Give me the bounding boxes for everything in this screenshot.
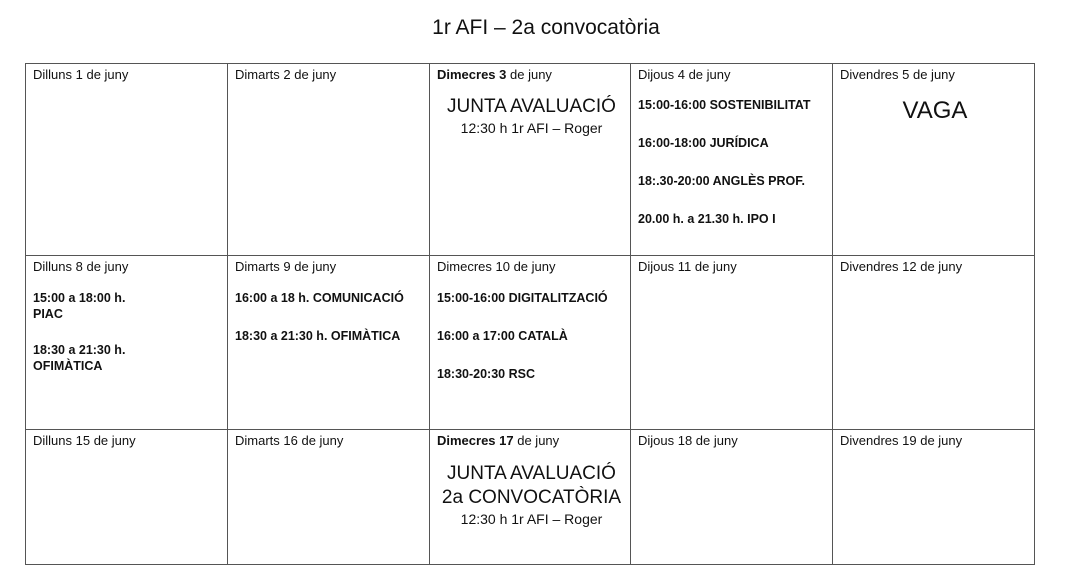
week-row (26, 64, 1035, 256)
event-item: 16:00-18:00 JURÍDICA (638, 136, 769, 150)
day-label: Dimarts 16 de juny (235, 433, 344, 448)
event-item: 18:30 a 21:30 h. OFIMÀTICA (235, 329, 401, 343)
event-item: 16:00 a 18 h. COMUNICACIÓ (235, 291, 404, 305)
day-cell (228, 430, 430, 565)
day-cell (631, 430, 833, 565)
day-label: Dijous 4 de juny (638, 67, 731, 82)
day-cell (430, 430, 631, 565)
meeting-heading: JUNTA AVALUACIÓ (447, 463, 616, 484)
day-label-rest: de juny (513, 433, 560, 448)
event-item: 18:30-20:30 RSC (437, 367, 535, 381)
day-cell (631, 64, 833, 256)
week-row (26, 256, 1035, 430)
day-cell (430, 256, 631, 430)
day-cell (631, 256, 833, 430)
meeting-heading: 2a CONVOCATÒRIA (441, 487, 622, 508)
schedule-table (25, 63, 1035, 565)
page-title: 1r AFI – 2a convocatòria (432, 16, 660, 39)
day-label: Divendres 19 de juny (840, 433, 963, 448)
day-label (437, 67, 626, 83)
day-label (437, 433, 626, 449)
day-label-rest: de juny (506, 67, 552, 82)
day-label: Dijous 11 de juny (638, 259, 737, 274)
event-item: 20.00 h. a 21.30 h. IPO I (638, 212, 776, 226)
day-cell (228, 64, 430, 256)
event-item: 18:.30-20:00 ANGLÈS PROF. (638, 174, 805, 188)
day-label: Dilluns 15 de juny (33, 433, 136, 448)
day-label: Dijous 18 de juny (638, 433, 738, 448)
day-label: Dimarts 2 de juny (235, 67, 337, 82)
day-label: Divendres 12 de juny (840, 259, 963, 274)
event-item: 16:00 a 17:00 CATALÀ (437, 329, 568, 343)
meeting-heading: JUNTA AVALUACIÓ (447, 96, 616, 117)
event-item: 18:30 a 21:30 h. OFIMÀTICA (33, 343, 126, 373)
day-cell (228, 256, 430, 430)
event-item: 15:00-16:00 DIGITALITZACIÓ (437, 291, 608, 305)
day-label-bold: Dimecres 17 (437, 433, 514, 448)
day-label-bold: Dimecres 3 (437, 67, 507, 82)
meeting-detail: 12:30 h 1r AFI – Roger (460, 511, 603, 527)
day-cell (26, 64, 228, 256)
day-cell (833, 256, 1035, 430)
event-item: 15:00 a 18:00 h. PIAC (33, 291, 126, 321)
day-cell (430, 64, 631, 256)
day-label: Dilluns 1 de juny (33, 67, 129, 82)
day-cell (26, 256, 228, 430)
day-label: Divendres 5 de juny (840, 67, 955, 82)
day-cell (833, 64, 1035, 256)
day-label: Dilluns 8 de juny (33, 259, 129, 274)
week-row (26, 430, 1035, 565)
event-item: 15:00-16:00 SOSTENIBILITAT (638, 98, 811, 112)
day-label: Dimarts 9 de juny (235, 259, 337, 274)
strike-heading: VAGA (902, 97, 968, 124)
meeting-detail: 12:30 h 1r AFI – Roger (460, 120, 603, 136)
day-cell (26, 430, 228, 565)
day-cell (833, 430, 1035, 565)
day-label: Dimecres 10 de juny (437, 259, 556, 274)
